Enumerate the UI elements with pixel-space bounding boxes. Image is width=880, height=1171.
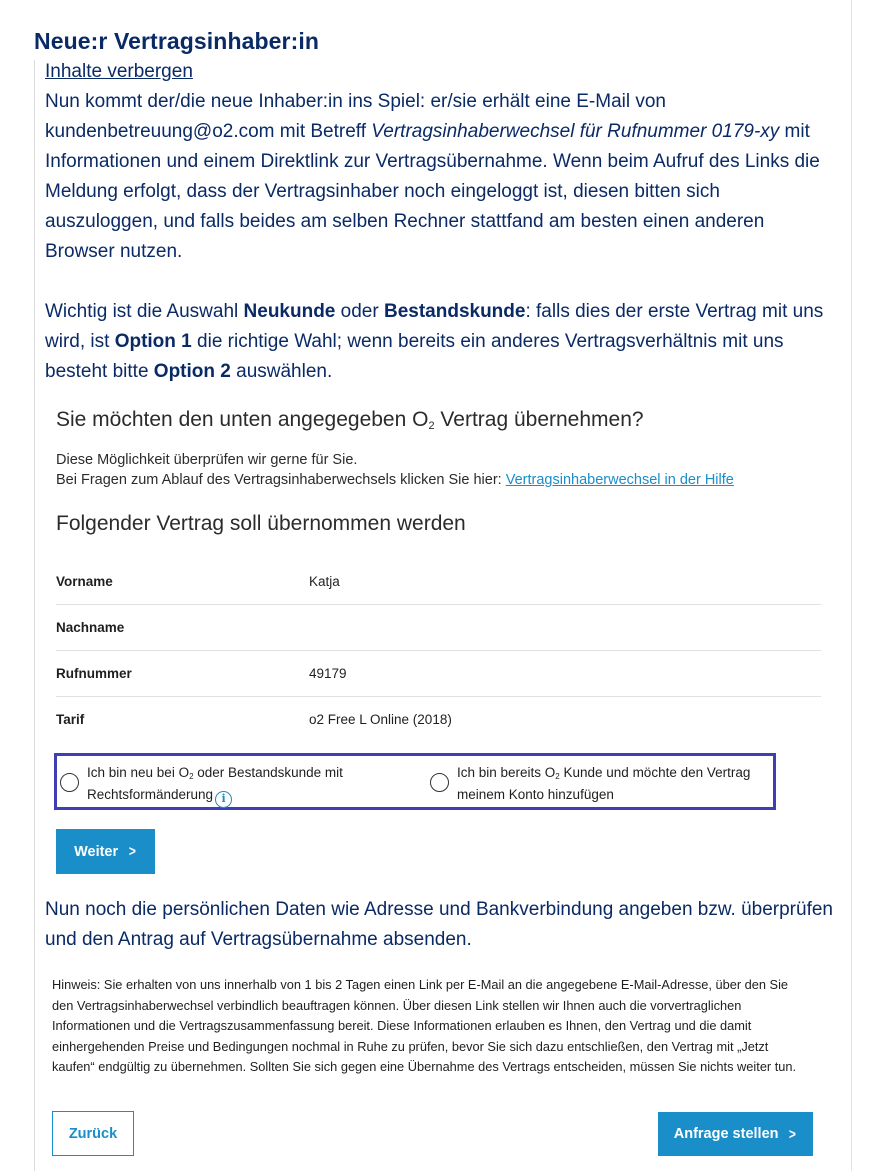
back-button[interactable]: Zurück	[52, 1111, 134, 1156]
row-label: Nachname	[56, 620, 125, 635]
submit-request-button[interactable]: Anfrage stellen >	[658, 1112, 813, 1156]
row-label: Tarif	[56, 712, 85, 727]
contract-subheading: Folgender Vertrag soll übernommen werden	[56, 512, 466, 535]
help-link[interactable]: Vertragsinhaberwechsel in der Hilfe	[505, 472, 734, 488]
row-value: o2 Free L Online (2018)	[309, 712, 452, 727]
table-row	[56, 559, 821, 605]
takeover-question: Sie möchten den unten angegegeben $O_2$ Vertrag übernehmen?	[56, 408, 644, 432]
row-value: 49179	[309, 666, 347, 681]
customer-type-options	[54, 753, 776, 810]
existing-customer-radio[interactable]	[430, 773, 449, 792]
table-row	[56, 697, 821, 743]
chevron-right-icon: >	[789, 1125, 797, 1143]
takeover-info: Diese Möglichkeit überprüfen wir gerne für Sie. Bei Fragen zum Ablauf des Vertragsinhaberwechsels klicken Sie hier: Vertragsinhaberwechsel in der Hilfe	[56, 452, 734, 488]
new-customer-radio[interactable]	[60, 773, 79, 792]
weiter-button[interactable]: Weiter >	[56, 829, 155, 874]
section-heading: Neue:r Vertragsinhaber:in	[34, 28, 319, 54]
table-row	[56, 651, 821, 697]
row-label: Rufnummer	[56, 666, 132, 681]
contract-details-table	[56, 559, 821, 743]
intro-paragraph: Nun kommt der/die neue Inhaber:in ins Spiel: er/sie erhält eine E-Mail von kundenbetreuung@o2.com mit Betreff Vertragsinhaberwechsel für Rufnummer 0179-xy mit Informationen und einem Direktlink zur Vertragsübernahme. Wenn beim Aufruf des Links die Meldung erfolgt, dass der Vertragsinhaber noch eingeloggt ist, diesen bitten sich auszuloggen, und falls beides am selben Rechner stattfand am besten einen anderen Browser nutzen.	[45, 91, 820, 262]
new-customer-option-label[interactable]: Ich bin neu bei $O_2$ oder Bestandskunde mit Rechtsformänderung i	[87, 764, 397, 808]
row-value: Katja	[309, 574, 340, 589]
section-left-rule	[34, 60, 35, 1171]
option-hint-paragraph: Wichtig ist die Auswahl Neukunde oder Bestandskunde: falls dies der erste Vertrag mit uns wird, ist Option 1 die richtige Wahl; wenn bereits ein anderes Vertragsverhältnis mit uns besteht bitte Option 2 auswählen.	[45, 301, 824, 382]
table-row	[56, 605, 821, 651]
row-label: Vorname	[56, 574, 113, 589]
page-right-divider	[851, 0, 852, 1171]
hide-content-toggle[interactable]: Inhalte verbergen	[45, 61, 193, 82]
followup-paragraph: Nun noch die persönlichen Daten wie Adresse und Bankverbindung angeben bzw. überprüfen und den Antrag auf Vertragsübernahme absenden.	[45, 899, 833, 950]
info-icon[interactable]: i	[215, 791, 232, 808]
chevron-right-icon: >	[129, 843, 137, 860]
existing-customer-option-label[interactable]: Ich bin bereits $O_2$ Kunde und möchte den Vertrag meinem Konto hinzufügen	[457, 765, 751, 802]
legal-note: Hinweis: Sie erhalten von uns innerhalb von 1 bis 2 Tagen einen Link per E-Mail an die angegebene E-Mail-Adresse, über den Sie den Vertragsinhaberwechsel verbindlich beauftragen können. Über diesen Link stellen wir Ihnen auch die vorvertraglichen Informationen und die Vertragszusammenfassung bereit. Diese Informationen erlauben es Ihnen, den Vertrag und die damit einhergehenden Preise und Bedingungen nochmal in Ruhe zu prüfen, bevor Sie sich dazu entschließen, den Vertrag mit „Jetzt kaufen“ endgültig zu übernehmen. Sollten Sie sich gegen eine Übernahme des Vertrags entscheiden, müssen Sie nichts weiter tun.	[52, 977, 797, 1074]
email-subject: Vertragsinhaberwechsel für Rufnummer 0179-xy	[371, 121, 780, 142]
